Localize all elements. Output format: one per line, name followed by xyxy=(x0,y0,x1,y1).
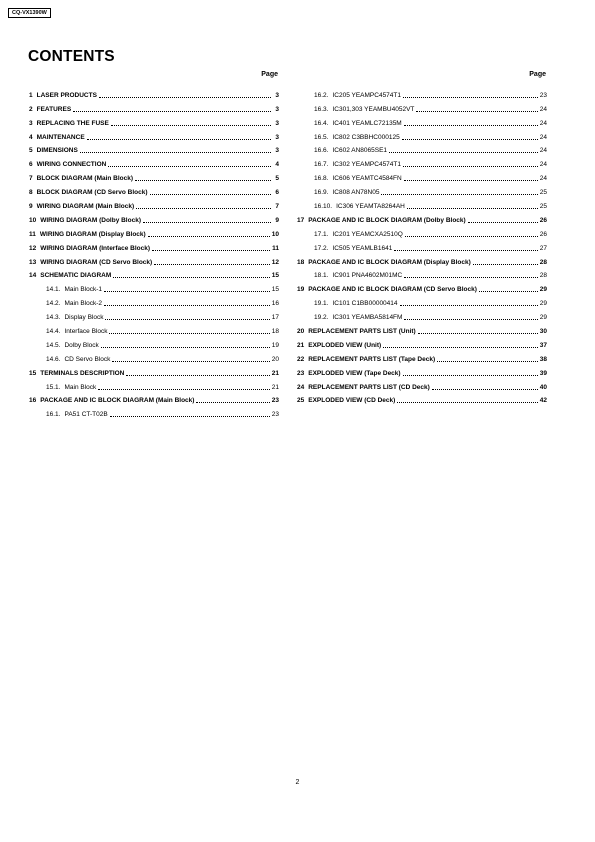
toc-entry-page: 10 xyxy=(271,230,279,238)
toc-entry-title: FEATURES xyxy=(36,105,72,113)
toc-entry-number: 2 xyxy=(29,105,33,113)
toc-entry-number: 14.3. xyxy=(46,314,61,322)
dot-leader xyxy=(99,97,271,98)
dot-leader xyxy=(135,180,271,181)
toc-entry[interactable] xyxy=(297,128,547,142)
toc-entry[interactable] xyxy=(29,155,279,169)
model-number-label: CQ-VX1390W xyxy=(8,8,51,18)
toc-entry-page: 39 xyxy=(539,369,547,377)
dot-leader xyxy=(468,222,538,223)
toc-entry-page: 19 xyxy=(271,341,279,349)
dot-leader xyxy=(403,375,538,376)
toc-entry[interactable] xyxy=(29,322,279,336)
page-column-heading: Page xyxy=(529,71,546,78)
toc-entry[interactable] xyxy=(297,169,547,183)
toc-entry-number: 16 xyxy=(29,397,37,405)
toc-entry-page: 17 xyxy=(271,314,279,322)
toc-entry-title: EXPLODED VIEW (Tape Deck) xyxy=(308,369,401,377)
toc-entry-number: 14.1. xyxy=(46,286,61,294)
toc-entry-title: IC901 PNA4602M01MC xyxy=(332,272,403,280)
toc-entry-number: 9 xyxy=(29,203,33,211)
toc-entry-page: 15 xyxy=(271,272,279,280)
toc-entry-page: 25 xyxy=(539,203,547,211)
toc-entry-page: 30 xyxy=(539,328,547,336)
dot-leader xyxy=(108,166,271,167)
toc-entry[interactable] xyxy=(29,183,279,197)
toc-entry-number: 14.2. xyxy=(46,300,61,308)
toc-entry-number: 5 xyxy=(29,147,33,155)
toc-entry-title: Main Block-2 xyxy=(64,300,103,308)
toc-entry-title: EXPLODED VIEW (Unit) xyxy=(308,341,382,349)
toc-entry[interactable] xyxy=(297,225,547,239)
toc-entry-title: IC101 C1BB00000414 xyxy=(332,300,398,308)
toc-entry-number: 16.4. xyxy=(314,119,329,127)
toc-entry-number: 16.8. xyxy=(314,175,329,183)
toc-entry[interactable] xyxy=(297,294,547,308)
dot-leader xyxy=(416,111,537,112)
dot-leader xyxy=(381,194,537,195)
toc-entry[interactable] xyxy=(29,114,279,128)
toc-entry-title: PACKAGE AND IC BLOCK DIAGRAM (Display Block) xyxy=(308,258,471,266)
toc-entry[interactable] xyxy=(297,267,547,281)
toc-entry-number: 7 xyxy=(29,175,33,183)
toc-entry[interactable] xyxy=(297,280,547,294)
toc-entry-page: 3 xyxy=(275,133,279,141)
dot-leader xyxy=(437,361,538,362)
toc-entry-title: IC602 AN8065SE1 xyxy=(332,147,388,155)
toc-entry-page: 21 xyxy=(271,383,279,391)
toc-entry-number: 15.1. xyxy=(46,383,61,391)
dot-leader xyxy=(404,180,538,181)
toc-entry-page: 27 xyxy=(539,244,547,252)
toc-entry-title: IC505 YEAMLB1641 xyxy=(332,244,393,252)
toc-entry-number: 21 xyxy=(297,341,305,349)
toc-column-right xyxy=(297,71,547,405)
toc-entry[interactable] xyxy=(29,239,279,253)
toc-entry-page: 26 xyxy=(539,230,547,238)
toc-entry-page: 28 xyxy=(539,272,547,280)
toc-entry[interactable] xyxy=(29,253,279,267)
toc-entry-title: REPLACING THE FUSE xyxy=(36,119,109,127)
toc-entry-page: 24 xyxy=(539,119,547,127)
toc-entry-page: 23 xyxy=(271,411,279,419)
toc-entry[interactable] xyxy=(29,378,279,392)
page-column-heading: Page xyxy=(261,71,278,78)
toc-entry-number: 14.5. xyxy=(46,341,61,349)
toc-entry[interactable] xyxy=(29,294,279,308)
toc-entry-page: 9 xyxy=(275,216,279,224)
toc-entry-number: 17 xyxy=(297,216,305,224)
toc-entry-title: REPLACEMENT PARTS LIST (Unit) xyxy=(308,328,416,336)
dot-leader xyxy=(403,166,538,167)
dot-leader xyxy=(418,333,538,334)
dot-leader xyxy=(473,264,538,265)
toc-entry[interactable] xyxy=(29,280,279,294)
toc-entry-number: 14.4. xyxy=(46,328,61,336)
toc-entry-title: LASER PRODUCTS xyxy=(36,91,97,99)
toc-entry-page: 20 xyxy=(271,355,279,363)
toc-entry-title: DIMENSIONS xyxy=(36,147,78,155)
toc-entry-title: SCHEMATIC DIAGRAM xyxy=(40,272,112,280)
toc-entry-page: 24 xyxy=(539,147,547,155)
toc-entry-title: Interface Block xyxy=(64,328,108,336)
toc-entry-page: 7 xyxy=(275,203,279,211)
dot-leader xyxy=(104,305,270,306)
dot-leader xyxy=(104,291,270,292)
toc-entry-number: 14 xyxy=(29,272,37,280)
toc-entry[interactable] xyxy=(297,114,547,128)
toc-entry[interactable] xyxy=(297,378,547,392)
toc-entry-title: PACKAGE AND IC BLOCK DIAGRAM (Dolby Block) xyxy=(308,216,466,224)
dot-leader xyxy=(136,208,271,209)
dot-leader xyxy=(148,236,270,237)
toc-entry-number: 16.5. xyxy=(314,133,329,141)
toc-entry-number: 12 xyxy=(29,244,37,252)
toc-entry-page: 6 xyxy=(275,189,279,197)
toc-entry-page: 24 xyxy=(539,105,547,113)
toc-entry-page: 3 xyxy=(275,147,279,155)
toc-entry[interactable] xyxy=(29,364,279,378)
toc-entry-number: 10 xyxy=(29,216,37,224)
toc-entry[interactable] xyxy=(297,239,547,253)
toc-entry-page: 24 xyxy=(539,133,547,141)
dot-leader xyxy=(407,208,538,209)
toc-entry-title: WIRING DIAGRAM (CD Servo Block) xyxy=(40,258,153,266)
toc-entry-number: 14.6. xyxy=(46,355,61,363)
toc-entry-page: 29 xyxy=(539,300,547,308)
toc-entry-number: 17.1. xyxy=(314,230,329,238)
toc-entry-number: 16.7. xyxy=(314,161,329,169)
toc-entry[interactable] xyxy=(29,142,279,156)
toc-entry[interactable] xyxy=(29,267,279,281)
toc-entry[interactable] xyxy=(29,100,279,114)
toc-entry[interactable] xyxy=(297,142,547,156)
toc-entry-number: 19.2. xyxy=(314,314,329,322)
toc-entry[interactable] xyxy=(297,392,547,406)
dot-leader xyxy=(112,361,269,362)
toc-entry-title: Main Block xyxy=(64,383,97,391)
toc-entry-title: MAINTENANCE xyxy=(36,133,85,141)
dot-leader xyxy=(143,222,271,223)
dot-leader xyxy=(113,277,270,278)
toc-entry[interactable] xyxy=(297,336,547,350)
toc-list-right xyxy=(297,86,547,405)
toc-entry-title: IC301,303 YEAMBU4052VT xyxy=(332,105,415,113)
toc-entry-page: 15 xyxy=(271,286,279,294)
toc-list-left xyxy=(29,86,279,419)
toc-entry-page: 18 xyxy=(271,328,279,336)
toc-entry-number: 16.3. xyxy=(314,105,329,113)
toc-entry[interactable] xyxy=(297,253,547,267)
toc-entry-page: 38 xyxy=(539,355,547,363)
toc-entry-number: 4 xyxy=(29,133,33,141)
toc-entry-number: 16.1. xyxy=(46,411,61,419)
toc-entry-page: 16 xyxy=(271,300,279,308)
toc-entry-number: 1 xyxy=(29,91,33,99)
toc-entry-title: EXPLODED VIEW (CD Deck) xyxy=(308,397,396,405)
toc-entry-title: CD Servo Block xyxy=(64,355,111,363)
dot-leader xyxy=(110,416,270,417)
toc-entry-title: WIRING DIAGRAM (Main Block) xyxy=(36,203,135,211)
toc-entry-page: 26 xyxy=(539,216,547,224)
toc-entry-number: 22 xyxy=(297,355,305,363)
toc-entry-number: 3 xyxy=(29,119,33,127)
dot-leader xyxy=(80,152,271,153)
toc-entry-number: 15 xyxy=(29,369,37,377)
toc-entry[interactable] xyxy=(29,169,279,183)
toc-entry-title: IC205 YEAMPC4574T1 xyxy=(332,91,401,99)
dot-leader xyxy=(405,236,538,237)
toc-entry-number: 8 xyxy=(29,189,33,197)
toc-entry[interactable] xyxy=(29,128,279,142)
toc-entry-number: 16.9. xyxy=(314,189,329,197)
toc-entry-page: 40 xyxy=(539,383,547,391)
dot-leader xyxy=(150,194,272,195)
toc-entry[interactable] xyxy=(29,392,279,406)
toc-entry-page: 24 xyxy=(539,175,547,183)
dot-leader xyxy=(397,402,537,403)
toc-entry[interactable] xyxy=(297,322,547,336)
toc-entry-title: PACKAGE AND IC BLOCK DIAGRAM (CD Servo Block) xyxy=(308,286,477,294)
toc-column-left xyxy=(29,71,279,419)
toc-entry-page: 3 xyxy=(275,119,279,127)
page-title: CONTENTS xyxy=(28,48,115,65)
toc-entry-title: Dolby Block xyxy=(64,341,99,349)
toc-entry-page: 23 xyxy=(539,91,547,99)
toc-entry[interactable] xyxy=(297,364,547,378)
toc-entry-page: 29 xyxy=(539,286,547,294)
toc-entry-title: PACKAGE AND IC BLOCK DIAGRAM (Main Block) xyxy=(40,397,195,405)
toc-entry-number: 18 xyxy=(297,258,305,266)
dot-leader xyxy=(404,319,537,320)
toc-entry-number: 24 xyxy=(297,383,305,391)
toc-entry-title: PA51 CT-T02B xyxy=(64,411,108,419)
toc-entry[interactable] xyxy=(29,308,279,322)
toc-entry-page: 12 xyxy=(271,258,279,266)
toc-entry-title: WIRING DIAGRAM (Interface Block) xyxy=(40,244,151,252)
toc-entry-number: 16.6. xyxy=(314,147,329,155)
dot-leader xyxy=(196,402,269,403)
dot-leader xyxy=(479,291,538,292)
toc-entry[interactable] xyxy=(297,155,547,169)
toc-entry[interactable] xyxy=(29,86,279,100)
dot-leader xyxy=(109,333,269,334)
dot-leader xyxy=(126,375,269,376)
dot-leader xyxy=(404,277,538,278)
dot-leader xyxy=(400,305,538,306)
toc-entry-page: 37 xyxy=(539,341,547,349)
toc-entry-number: 17.2. xyxy=(314,244,329,252)
toc-entry-page: 21 xyxy=(271,369,279,377)
toc-entry-page: 24 xyxy=(539,161,547,169)
dot-leader xyxy=(389,152,538,153)
toc-entry-page: 42 xyxy=(539,397,547,405)
toc-entry-number: 20 xyxy=(297,328,305,336)
toc-entry-number: 19.1. xyxy=(314,300,329,308)
toc-entry[interactable] xyxy=(297,100,547,114)
toc-entry-page: 4 xyxy=(275,161,279,169)
toc-entry-page: 5 xyxy=(275,175,279,183)
toc-entry[interactable] xyxy=(297,197,547,211)
toc-entry-title: REPLACEMENT PARTS LIST (Tape Deck) xyxy=(308,355,436,363)
toc-entry-number: 11 xyxy=(29,230,36,238)
toc-entry-page: 23 xyxy=(271,397,279,405)
toc-entry-page: 29 xyxy=(539,314,547,322)
toc-entry-title: BLOCK DIAGRAM (Main Block) xyxy=(36,175,134,183)
toc-entry-title: Main Block-1 xyxy=(64,286,103,294)
toc-entry[interactable] xyxy=(29,350,279,364)
dot-leader xyxy=(87,139,271,140)
toc-entry-title: IC302 YEAMPC4574T1 xyxy=(332,161,401,169)
dot-leader xyxy=(98,389,270,390)
toc-entry-number: 19 xyxy=(297,286,305,294)
toc-entry[interactable] xyxy=(297,86,547,100)
toc-entry-title: IC301 YEAMBA5814FM xyxy=(332,314,403,322)
toc-entry[interactable] xyxy=(29,197,279,211)
dot-leader xyxy=(105,319,269,320)
toc-entry[interactable] xyxy=(297,350,547,364)
dot-leader xyxy=(383,347,538,348)
toc-entry-title: IC808 AN78N05 xyxy=(332,189,380,197)
dot-leader xyxy=(154,264,270,265)
toc-entry-title: WIRING CONNECTION xyxy=(36,161,107,169)
toc-entry-page: 11 xyxy=(272,244,279,252)
toc-entry-title: IC606 YEAMTC4584FN xyxy=(332,175,402,183)
dot-leader xyxy=(101,347,270,348)
page-number: 2 xyxy=(295,779,300,786)
dot-leader xyxy=(403,97,538,98)
toc-entry-number: 25 xyxy=(297,397,305,405)
toc-entry-number: 23 xyxy=(297,369,305,377)
toc-entry-title: REPLACEMENT PARTS LIST (CD Deck) xyxy=(308,383,430,391)
toc-entry-title: WIRING DIAGRAM (Display Block) xyxy=(39,230,146,238)
toc-entry[interactable] xyxy=(297,308,547,322)
toc-entry[interactable] xyxy=(29,225,279,239)
toc-entry-page: 25 xyxy=(539,189,547,197)
toc-entry-title: WIRING DIAGRAM (Dolby Block) xyxy=(40,216,141,224)
toc-entry[interactable] xyxy=(29,405,279,419)
toc-entry[interactable] xyxy=(297,211,547,225)
toc-entry[interactable] xyxy=(29,211,279,225)
toc-entry-number: 18.1. xyxy=(314,272,329,280)
toc-entry-title: IC802 C3BBHC000125 xyxy=(332,133,400,141)
dot-leader xyxy=(432,389,538,390)
toc-entry-page: 28 xyxy=(539,258,547,266)
dot-leader xyxy=(404,125,538,126)
toc-entry-number: 6 xyxy=(29,161,33,169)
toc-entry-title: IC306 YEAMTA8264AH xyxy=(336,203,405,211)
toc-entry-title: IC401 YEAMLC72135M xyxy=(332,119,402,127)
toc-entry-number: 13 xyxy=(29,258,37,266)
toc-entry-number: 16.2. xyxy=(314,91,329,99)
toc-entry-title: Display Block xyxy=(64,314,104,322)
dot-leader xyxy=(73,111,271,112)
toc-entry-title: BLOCK DIAGRAM (CD Servo Block) xyxy=(36,189,148,197)
toc-entry-page: 3 xyxy=(275,91,279,99)
dot-leader xyxy=(394,250,537,251)
dot-leader xyxy=(152,250,270,251)
toc-entry[interactable] xyxy=(297,183,547,197)
dot-leader xyxy=(111,125,271,126)
dot-leader xyxy=(402,139,538,140)
toc-entry-title: IC201 YEAMCXA2510Q xyxy=(332,230,403,238)
toc-entry-title: TERMINALS DESCRIPTION xyxy=(40,369,125,377)
toc-entry-number: 16.10. xyxy=(314,203,333,211)
toc-entry-page: 3 xyxy=(275,105,279,113)
toc-entry[interactable] xyxy=(29,336,279,350)
